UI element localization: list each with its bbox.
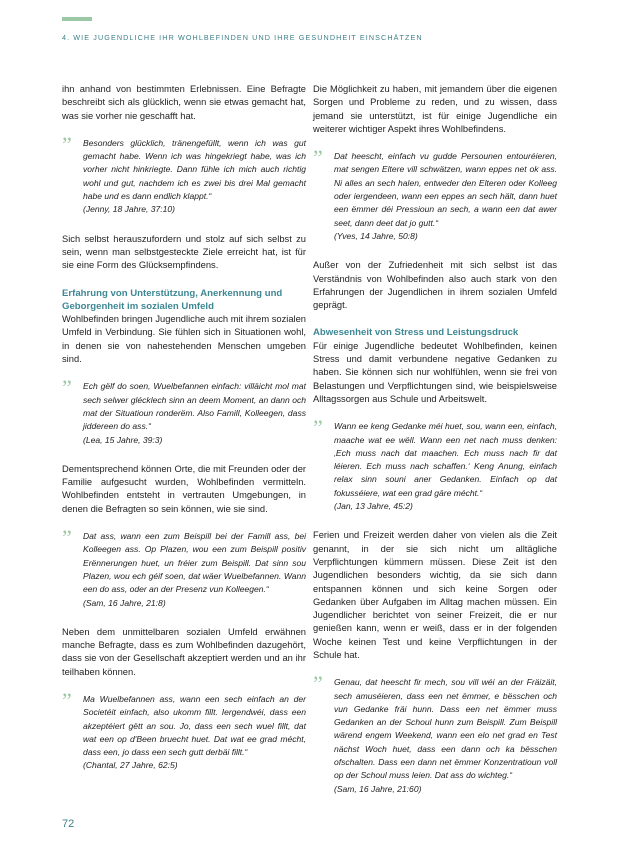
quote-text: Besonders glücklich, tränengefüllt, wenn ich was gut gemacht habe. Wenn ich was hingekriegt habe, was ich vorher nicht hinkriegte. Dann fühle ich mich auch richtig wohl und gut, nachdem ich es zwei bis drei Mal gemacht habe und es dann endlich klappt.“ [83,137,306,202]
quote-block [313,145,557,243]
page-number: 72 [62,818,75,830]
paragraph: Sich selbst herauszufordern und stolz auf sich selbst zu sein, wenn man selbstgesteckte Ziele erreicht hat, ist für sie eine Form des Glücksempfindens. [62,233,306,271]
quote-text: Ech gëlf do soen, Wuelbefannen einfach: villäicht mol mat sech selwer glécklech sinn an deem Moment, an dann och mat der Situatioun ronderëm. Also Famill, Kolleegen, dass jiddereen do ass.“ [83,381,306,432]
header-accent-bar [62,17,92,21]
section-heading: Erfahrung von Unterstützung, Anerkennung und Geborgenheit im sozialen Umfeld [62,287,283,312]
quote-mark-icon: ” [313,415,323,441]
quote-mark-icon: ” [62,525,72,551]
quote-block [62,687,306,773]
paragraph: Außer von der Zufriedenheit mit sich selbst ist das Verständnis von Wohlbefinden also auch stark von den Erfahrungen der Jugendlichen in ihrem sozialen Umfeld geprägt. [313,260,557,311]
quote-source: (Lea, 15 Jahre, 39:3) [83,434,163,445]
paragraph: Neben dem unmittelbaren sozialen Umfeld erwähnen manche Befragte, dass es zum Wohlbefinden dazugehört, dass sie von der Gesellschaft akzeptiert werden und an ihr teilhaben können. [62,626,306,677]
running-header: 4. WIE JUGENDLICHE IHR WOHLBEFINDEN UND IHRE GESUNDHEIT EINSCHÄTZEN [62,33,423,42]
right-column [313,83,557,812]
quote-source: (Jenny, 18 Jahre, 37:10) [83,204,176,215]
section-heading: Abwesenheit von Stress und Leistungsdruck [313,327,519,339]
quote-mark-icon: ” [313,671,323,697]
quote-source: (Sam, 16 Jahre, 21:60) [334,783,422,794]
quote-text: Dat heescht, einfach vu gudde Persounen entouréieren, mat sengen Eltere vill schwätzen, wann eppes net ok ass. Ni alles an sech halen, entweder den Elteren oder Kolleeg oder iergendeen, wann een eppes an sech hält, dann huet een ëmmer déi Pressioun an sech, a wann een dat awer seet, dann deet dat jo gutt.“ [334,151,557,228]
left-column [62,83,306,789]
quote-mark-icon: ” [62,375,72,401]
paragraph: Wohlbefinden bringen Jugendliche auch mit ihrem sozialen Umfeld in Verbindung. Sie fühlen sich in Situationen wohl, in denen sie von nahestehenden Menschen umgeben sind. [62,314,306,365]
quote-mark-icon: ” [313,145,323,171]
quote-text: Ma Wuelbefannen ass, wann een sech einfach an der Societéit einfach, also ukomm fillt. Iergendwéi, dass een akzeptéiert gëtt an sou. Jo, dass een sech wuel fillt, dat wat een op d'Been bruecht huet. Dat wat ee grad mécht, dass een, jo dass een sech gutt derbäi fillt.“ [83,693,306,758]
quote-text: Genau, dat heescht fir mech, sou vill wéi an der Fräizäit, sech amuséieren, dass een net ëmmer, e bësschen och vun Gedanke fräi hunn. Dass een net ëmmer muss Gedanken an der Schoul hunn zum Beispill. Zum Beispill wärend engem Weekend, wann een elo net grad en Test nächst Woch huet, dass een dann och ka bësschen ofschalten. Dass een dann net ëmmer Konzentratioun voll op der Schoul muss leien. Dat ass do wichteg.“ [334,677,557,781]
quote-block [62,131,306,217]
paragraph: Für einige Jugendliche bedeutet Wohlbefinden, keinen Stress und damit verbundene negative Gedanken zu haben. Sie können sich nur wohlfühlen, wenn sie frei von Belastungen und Verpflichtungen sind, wie beispielsweise Alltagssorgen aus Schule und Arbeitswelt. [313,340,557,404]
paragraph: Die Möglichkeit zu haben, mit jemandem über die eigenen Sorgen und Probleme zu reden, und zu wissen, dass jemand sie unterstützt, ist für einige Jugendliche ein weiterer wichtiger Aspekt ihres Wohlbefindens. [313,84,557,134]
quote-block [62,525,306,610]
paragraph: Ferien und Freizeit werden daher von vielen als die Zeit genannt, in der sie sich nicht um alltägliche Verpflichtungen kümmern müssen. Diese Zeit ist den Jugendlichen besonders wichtig, da sie sich dann entspannen können und sich keine Sorgen oder Gedanken über Aufgaben im Alltag machen müssen. Ein Jugendlicher berichtet von seiner Freizeit, die er nur genießen kann, wenn er weiß, dass er in der folgenden Woche keinen Test und keine Verpflichtungen in der Schule hat. [313,530,557,660]
quote-source: (Jan, 13 Jahre, 45:2) [334,501,413,512]
quote-text: Dat ass, wann een zum Beispill bei der Famill ass, bei Kolleegen ass. Op Plazen, wou een zum Beispill positiv Erënnerungen huet, un fréier zum Beispill. Dat sinn sou Plazen, wou ech géif soen, dat wäer Wuelbefannen. Wann een do ass, oder an der Presenz vun Kolleegen.“ [83,531,306,595]
paragraph: Dementsprechend können Orte, die mit Freunden oder der Familie aufgesucht wurden, Wohlbefinden vermitteln. Wohlbefinden entsteht in vertrauten Umgebungen, in denen die Befragten so sein können, wie sie sind. [62,463,306,514]
quote-mark-icon: ” [62,131,72,157]
quote-text: Wann ee keng Gedanke méi huet, sou, wann een, einfach, maache wat ee wëll. Wann een net nach muss denken: ‚Ech muss nach dat maachen. Ech muss nach fir dat léieren. Ech muss nach schaffen.‘ Keng Anung, einfach relax sinn souni aner Gedanken. Einfach op dat fokusséiere, wat een grad gäre mécht.“ [334,421,557,498]
quote-block [313,415,557,513]
quote-block [313,671,557,796]
quote-mark-icon: ” [62,687,72,713]
quote-source: (Yves, 14 Jahre, 50:8) [334,230,418,241]
quote-block [62,375,306,446]
quote-source: (Chantal, 27 Jahre, 62:5) [83,760,178,771]
quote-source: (Sam, 16 Jahre, 21:8) [83,597,166,608]
paragraph: ihn anhand von bestimmten Erlebnissen. Eine Befragte beschreibt sich als glücklich, wenn sie etwas gemacht hat, was sie vorher nie geschafft hat. [62,84,306,121]
